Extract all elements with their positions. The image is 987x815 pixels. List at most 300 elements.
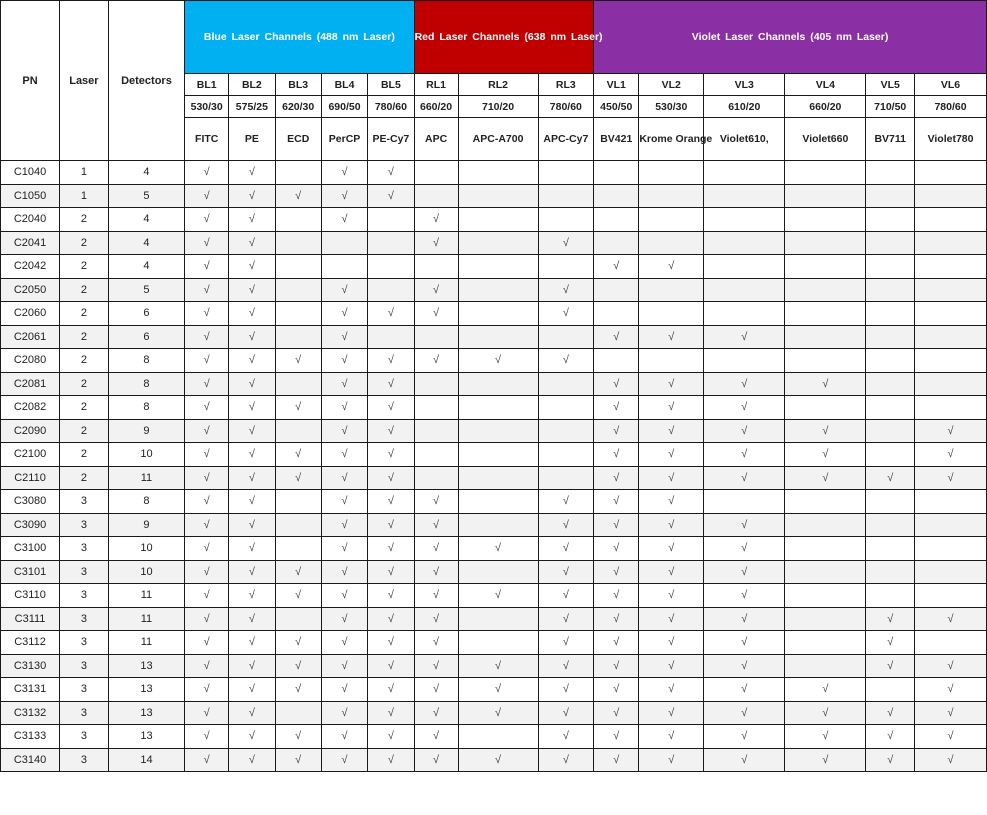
- channel-cell-rl3: [538, 631, 594, 655]
- check-mark-icon: √: [203, 730, 210, 743]
- check-mark-icon: √: [668, 612, 675, 625]
- channel-cell-bl2: [229, 278, 275, 302]
- check-mark-icon: √: [562, 236, 569, 249]
- channel-cell-vl4: [785, 325, 866, 349]
- channel-cell-rl3: [538, 701, 594, 725]
- check-mark-icon: √: [341, 401, 348, 414]
- channel-cell-vl4: [785, 184, 866, 208]
- channel-cell-bl3: [275, 208, 321, 232]
- check-mark-icon: √: [613, 401, 620, 414]
- channel-cell-bl5: [368, 396, 414, 420]
- channel-cell-rl3: [538, 748, 594, 772]
- detectors-cell: 13: [108, 678, 184, 702]
- check-mark-icon: √: [203, 401, 210, 414]
- column-header-laser: Laser: [60, 1, 109, 161]
- check-mark-icon: √: [668, 401, 675, 414]
- channel-cell-vl5: [866, 748, 915, 772]
- check-mark-icon: √: [887, 612, 894, 625]
- check-mark-icon: √: [741, 330, 748, 343]
- check-mark-icon: √: [295, 401, 302, 414]
- channel-cell-rl1: [414, 396, 458, 420]
- check-mark-icon: √: [613, 612, 620, 625]
- check-mark-icon: √: [295, 565, 302, 578]
- check-mark-icon: √: [613, 636, 620, 649]
- channel-cell-rl2: [458, 560, 538, 584]
- check-mark-icon: √: [387, 683, 394, 696]
- channel-cell-rl1: [414, 184, 458, 208]
- laser-cell: 2: [60, 231, 109, 255]
- table-row: [1, 560, 987, 584]
- channel-cell-vl6: [915, 208, 987, 232]
- channel-cell-bl4: [321, 396, 367, 420]
- check-mark-icon: √: [203, 565, 210, 578]
- channel-cell-rl1: [414, 490, 458, 514]
- check-mark-icon: √: [947, 683, 954, 696]
- channel-cell-bl3: [275, 231, 321, 255]
- violet-laser-group-header: [594, 1, 987, 74]
- channel-cell-vl5: [866, 537, 915, 561]
- channel-cell-rl2: [458, 396, 538, 420]
- table-row: [1, 396, 987, 420]
- channel-cell-vl6: [915, 466, 987, 490]
- channel-filter-vl6: 780/60: [915, 96, 987, 118]
- channel-cell-bl4: [321, 161, 367, 185]
- detectors-cell: 11: [108, 466, 184, 490]
- channel-cell-bl5: [368, 184, 414, 208]
- channel-cell-bl5: [368, 537, 414, 561]
- check-mark-icon: √: [248, 565, 255, 578]
- check-mark-icon: √: [887, 659, 894, 672]
- channel-cell-rl2: [458, 678, 538, 702]
- check-mark-icon: √: [248, 706, 255, 719]
- check-mark-icon: √: [495, 683, 502, 696]
- channel-cell-rl2: [458, 443, 538, 467]
- check-mark-icon: √: [433, 589, 440, 602]
- channel-cell-rl3: [538, 231, 594, 255]
- channel-cell-bl2: [229, 701, 275, 725]
- channel-cell-bl3: [275, 419, 321, 443]
- laser-cell: 3: [60, 537, 109, 561]
- table-row: [1, 537, 987, 561]
- check-mark-icon: √: [741, 659, 748, 672]
- detectors-cell: 13: [108, 701, 184, 725]
- check-mark-icon: √: [668, 448, 675, 461]
- channel-cell-bl4: [321, 490, 367, 514]
- channel-cell-vl6: [915, 396, 987, 420]
- channel-cell-vl4: [785, 278, 866, 302]
- check-mark-icon: √: [248, 330, 255, 343]
- check-mark-icon: √: [295, 683, 302, 696]
- check-mark-icon: √: [613, 471, 620, 484]
- check-mark-icon: √: [248, 189, 255, 202]
- channel-cell-vl1: [594, 678, 639, 702]
- channel-cell-vl2: [639, 584, 704, 608]
- channel-cell-bl4: [321, 748, 367, 772]
- check-mark-icon: √: [668, 330, 675, 343]
- table-row: [1, 513, 987, 537]
- channel-cell-rl3: [538, 607, 594, 631]
- check-mark-icon: √: [341, 565, 348, 578]
- detectors-cell: 8: [108, 396, 184, 420]
- check-mark-icon: √: [562, 730, 569, 743]
- check-mark-icon: √: [613, 659, 620, 672]
- channel-cell-vl6: [915, 325, 987, 349]
- channel-cell-bl5: [368, 560, 414, 584]
- channel-cell-bl2: [229, 513, 275, 537]
- channel-filter-vl2: 530/30: [639, 96, 704, 118]
- channel-cell-vl1: [594, 584, 639, 608]
- check-mark-icon: √: [341, 283, 348, 296]
- channel-cell-bl3: [275, 302, 321, 326]
- channel-cell-vl5: [866, 184, 915, 208]
- channel-cell-rl1: [414, 654, 458, 678]
- check-mark-icon: √: [887, 753, 894, 766]
- channel-cell-vl1: [594, 372, 639, 396]
- channel-cell-bl1: [185, 349, 229, 373]
- pn-cell: C2040: [1, 208, 60, 232]
- channel-cell-rl2: [458, 513, 538, 537]
- channel-cell-bl5: [368, 654, 414, 678]
- check-mark-icon: √: [613, 730, 620, 743]
- channel-cell-vl3: [704, 208, 785, 232]
- check-mark-icon: √: [887, 706, 894, 719]
- check-mark-icon: √: [741, 565, 748, 578]
- check-mark-icon: √: [668, 518, 675, 531]
- channel-cell-bl1: [185, 419, 229, 443]
- channel-cell-vl5: [866, 325, 915, 349]
- channel-cell-rl1: [414, 701, 458, 725]
- channel-cell-rl3: [538, 490, 594, 514]
- channel-cell-vl3: [704, 419, 785, 443]
- channel-code-vl3: VL3: [704, 74, 785, 96]
- check-mark-icon: √: [295, 354, 302, 367]
- channel-code-vl6: VL6: [915, 74, 987, 96]
- pn-cell: C3110: [1, 584, 60, 608]
- detectors-cell: 4: [108, 231, 184, 255]
- channel-cell-vl4: [785, 654, 866, 678]
- channel-cell-vl3: [704, 443, 785, 467]
- channel-cell-vl3: [704, 748, 785, 772]
- channel-cell-vl5: [866, 631, 915, 655]
- channel-cell-rl2: [458, 748, 538, 772]
- channel-cell-rl1: [414, 466, 458, 490]
- channel-cell-bl2: [229, 372, 275, 396]
- channel-cell-bl3: [275, 349, 321, 373]
- channel-cell-vl5: [866, 278, 915, 302]
- laser-cell: 2: [60, 419, 109, 443]
- channel-cell-vl2: [639, 490, 704, 514]
- channel-cell-bl4: [321, 349, 367, 373]
- check-mark-icon: √: [203, 260, 210, 273]
- channel-cell-bl5: [368, 349, 414, 373]
- channel-cell-rl1: [414, 325, 458, 349]
- laser-cell: 3: [60, 748, 109, 772]
- channel-cell-vl4: [785, 537, 866, 561]
- channel-code-vl1: VL1: [594, 74, 639, 96]
- channel-cell-bl4: [321, 184, 367, 208]
- pn-cell: C1050: [1, 184, 60, 208]
- check-mark-icon: √: [433, 495, 440, 508]
- check-mark-icon: √: [947, 424, 954, 437]
- check-mark-icon: √: [822, 424, 829, 437]
- channel-cell-vl6: [915, 631, 987, 655]
- channel-cell-bl4: [321, 466, 367, 490]
- check-mark-icon: √: [341, 166, 348, 179]
- check-mark-icon: √: [387, 189, 394, 202]
- check-mark-icon: √: [668, 424, 675, 437]
- check-mark-icon: √: [613, 260, 620, 273]
- check-mark-icon: √: [295, 753, 302, 766]
- check-mark-icon: √: [387, 589, 394, 602]
- channel-filter-bl3: 620/30: [275, 96, 321, 118]
- check-mark-icon: √: [203, 659, 210, 672]
- detectors-cell: 8: [108, 349, 184, 373]
- detectors-cell: 4: [108, 208, 184, 232]
- table-row: [1, 748, 987, 772]
- channel-cell-bl5: [368, 255, 414, 279]
- channel-cell-bl5: [368, 278, 414, 302]
- laser-cell: 2: [60, 396, 109, 420]
- check-mark-icon: √: [203, 377, 210, 390]
- channel-cell-vl2: [639, 325, 704, 349]
- channel-cell-vl2: [639, 419, 704, 443]
- channel-cell-vl2: [639, 537, 704, 561]
- channel-cell-vl6: [915, 278, 987, 302]
- check-mark-icon: √: [495, 589, 502, 602]
- channel-cell-vl4: [785, 513, 866, 537]
- channel-cell-vl6: [915, 607, 987, 631]
- check-mark-icon: √: [822, 730, 829, 743]
- channel-filter-rl1: 660/20: [414, 96, 458, 118]
- channel-cell-bl5: [368, 678, 414, 702]
- channel-cell-rl1: [414, 161, 458, 185]
- channel-code-bl2: BL2: [229, 74, 275, 96]
- table-row: [1, 325, 987, 349]
- channel-cell-bl1: [185, 161, 229, 185]
- table-row: [1, 584, 987, 608]
- channel-cell-rl2: [458, 325, 538, 349]
- channel-code-vl4: VL4: [785, 74, 866, 96]
- channel-cell-vl6: [915, 490, 987, 514]
- check-mark-icon: √: [387, 518, 394, 531]
- check-mark-icon: √: [495, 542, 502, 555]
- check-mark-icon: √: [387, 424, 394, 437]
- laser-cell: 3: [60, 631, 109, 655]
- channel-cell-rl2: [458, 466, 538, 490]
- channel-filter-vl3: 610/20: [704, 96, 785, 118]
- channel-cell-bl2: [229, 490, 275, 514]
- channel-cell-bl2: [229, 184, 275, 208]
- check-mark-icon: √: [562, 659, 569, 672]
- channel-cell-rl3: [538, 678, 594, 702]
- channel-cell-bl5: [368, 631, 414, 655]
- channel-cell-bl2: [229, 302, 275, 326]
- check-mark-icon: √: [741, 401, 748, 414]
- laser-cell: 3: [60, 607, 109, 631]
- channel-cell-rl1: [414, 678, 458, 702]
- red-laser-group-label: Red Laser Channels (638 nm Laser): [414, 31, 603, 43]
- channel-cell-bl3: [275, 748, 321, 772]
- channel-cell-rl1: [414, 748, 458, 772]
- channel-cell-vl6: [915, 560, 987, 584]
- detectors-cell: 10: [108, 443, 184, 467]
- check-mark-icon: √: [433, 518, 440, 531]
- pn-cell: C2061: [1, 325, 60, 349]
- channel-cell-bl5: [368, 325, 414, 349]
- check-mark-icon: √: [613, 706, 620, 719]
- channel-cell-bl3: [275, 701, 321, 725]
- channel-cell-vl5: [866, 678, 915, 702]
- channel-cell-rl1: [414, 255, 458, 279]
- pn-cell: C2080: [1, 349, 60, 373]
- blue-laser-group-header: [185, 1, 414, 74]
- channel-cell-bl4: [321, 255, 367, 279]
- channel-cell-bl5: [368, 725, 414, 749]
- channel-cell-bl1: [185, 584, 229, 608]
- check-mark-icon: √: [668, 589, 675, 602]
- check-mark-icon: √: [613, 448, 620, 461]
- channel-cell-rl2: [458, 490, 538, 514]
- channel-cell-bl4: [321, 584, 367, 608]
- channel-cell-vl4: [785, 302, 866, 326]
- channel-cell-bl2: [229, 725, 275, 749]
- channel-cell-rl2: [458, 161, 538, 185]
- laser-cell: 2: [60, 325, 109, 349]
- channel-cell-bl4: [321, 419, 367, 443]
- channel-cell-vl5: [866, 396, 915, 420]
- table-body: [1, 161, 987, 772]
- check-mark-icon: √: [613, 565, 620, 578]
- check-mark-icon: √: [562, 612, 569, 625]
- laser-cell: 3: [60, 513, 109, 537]
- channel-cell-rl3: [538, 255, 594, 279]
- channel-code-bl4: BL4: [321, 74, 367, 96]
- channel-cell-bl4: [321, 537, 367, 561]
- channel-cell-vl3: [704, 584, 785, 608]
- channel-cell-rl3: [538, 443, 594, 467]
- channel-cell-vl4: [785, 607, 866, 631]
- channel-cell-bl1: [185, 513, 229, 537]
- channel-cell-bl3: [275, 466, 321, 490]
- channel-cell-bl2: [229, 631, 275, 655]
- channel-cell-rl3: [538, 419, 594, 443]
- channel-cell-bl5: [368, 607, 414, 631]
- pn-cell: C3090: [1, 513, 60, 537]
- channel-filter-rl2: 710/20: [458, 96, 538, 118]
- channel-cell-rl1: [414, 443, 458, 467]
- channel-cell-rl1: [414, 208, 458, 232]
- check-mark-icon: √: [668, 565, 675, 578]
- channel-cell-rl3: [538, 513, 594, 537]
- channel-cell-vl5: [866, 725, 915, 749]
- check-mark-icon: √: [387, 495, 394, 508]
- check-mark-icon: √: [248, 166, 255, 179]
- check-mark-icon: √: [433, 730, 440, 743]
- check-mark-icon: √: [248, 424, 255, 437]
- check-mark-icon: √: [433, 236, 440, 249]
- channel-cell-vl1: [594, 654, 639, 678]
- table-row: [1, 654, 987, 678]
- check-mark-icon: √: [203, 542, 210, 555]
- channel-cell-rl2: [458, 278, 538, 302]
- check-mark-icon: √: [433, 565, 440, 578]
- channel-cell-bl4: [321, 372, 367, 396]
- channel-filter-bl1: 530/30: [185, 96, 229, 118]
- check-mark-icon: √: [947, 730, 954, 743]
- check-mark-icon: √: [822, 448, 829, 461]
- check-mark-icon: √: [295, 189, 302, 202]
- channel-cell-vl1: [594, 396, 639, 420]
- check-mark-icon: √: [947, 659, 954, 672]
- check-mark-icon: √: [341, 706, 348, 719]
- channel-cell-vl4: [785, 725, 866, 749]
- table-row: [1, 631, 987, 655]
- channel-cell-vl1: [594, 302, 639, 326]
- channel-cell-bl5: [368, 584, 414, 608]
- channel-cell-vl4: [785, 208, 866, 232]
- check-mark-icon: √: [248, 283, 255, 296]
- channel-cell-rl2: [458, 631, 538, 655]
- channel-cell-bl4: [321, 701, 367, 725]
- channel-filter-bl4: 690/50: [321, 96, 367, 118]
- channel-cell-rl3: [538, 325, 594, 349]
- check-mark-icon: √: [433, 753, 440, 766]
- channel-cell-vl3: [704, 725, 785, 749]
- channel-cell-bl1: [185, 231, 229, 255]
- channel-cell-vl3: [704, 631, 785, 655]
- channel-cell-bl4: [321, 678, 367, 702]
- channel-cell-rl1: [414, 560, 458, 584]
- check-mark-icon: √: [387, 706, 394, 719]
- check-mark-icon: √: [741, 683, 748, 696]
- channel-fluor-vl2: Krome Orange: [639, 118, 704, 161]
- channel-fluor-rl3: APC-Cy7: [538, 118, 594, 161]
- channel-cell-vl1: [594, 607, 639, 631]
- check-mark-icon: √: [248, 354, 255, 367]
- channel-cell-vl1: [594, 701, 639, 725]
- check-mark-icon: √: [203, 706, 210, 719]
- channel-cell-vl3: [704, 560, 785, 584]
- check-mark-icon: √: [295, 471, 302, 484]
- pn-cell: C3133: [1, 725, 60, 749]
- check-mark-icon: √: [741, 377, 748, 390]
- check-mark-icon: √: [341, 683, 348, 696]
- channel-cell-bl1: [185, 654, 229, 678]
- table-row: [1, 443, 987, 467]
- check-mark-icon: √: [341, 542, 348, 555]
- check-mark-icon: √: [741, 424, 748, 437]
- check-mark-icon: √: [741, 518, 748, 531]
- channel-cell-vl5: [866, 584, 915, 608]
- channel-cell-vl2: [639, 372, 704, 396]
- channel-cell-rl2: [458, 654, 538, 678]
- channel-cell-vl2: [639, 396, 704, 420]
- detectors-cell: 6: [108, 325, 184, 349]
- table-row: [1, 302, 987, 326]
- detectors-cell: 14: [108, 748, 184, 772]
- channel-cell-rl1: [414, 607, 458, 631]
- check-mark-icon: √: [495, 659, 502, 672]
- check-mark-icon: √: [822, 471, 829, 484]
- check-mark-icon: √: [341, 730, 348, 743]
- pn-cell: C2041: [1, 231, 60, 255]
- pn-cell: C2050: [1, 278, 60, 302]
- channel-cell-rl2: [458, 607, 538, 631]
- channel-cell-vl6: [915, 161, 987, 185]
- check-mark-icon: √: [203, 354, 210, 367]
- table-row: [1, 231, 987, 255]
- channel-cell-bl1: [185, 255, 229, 279]
